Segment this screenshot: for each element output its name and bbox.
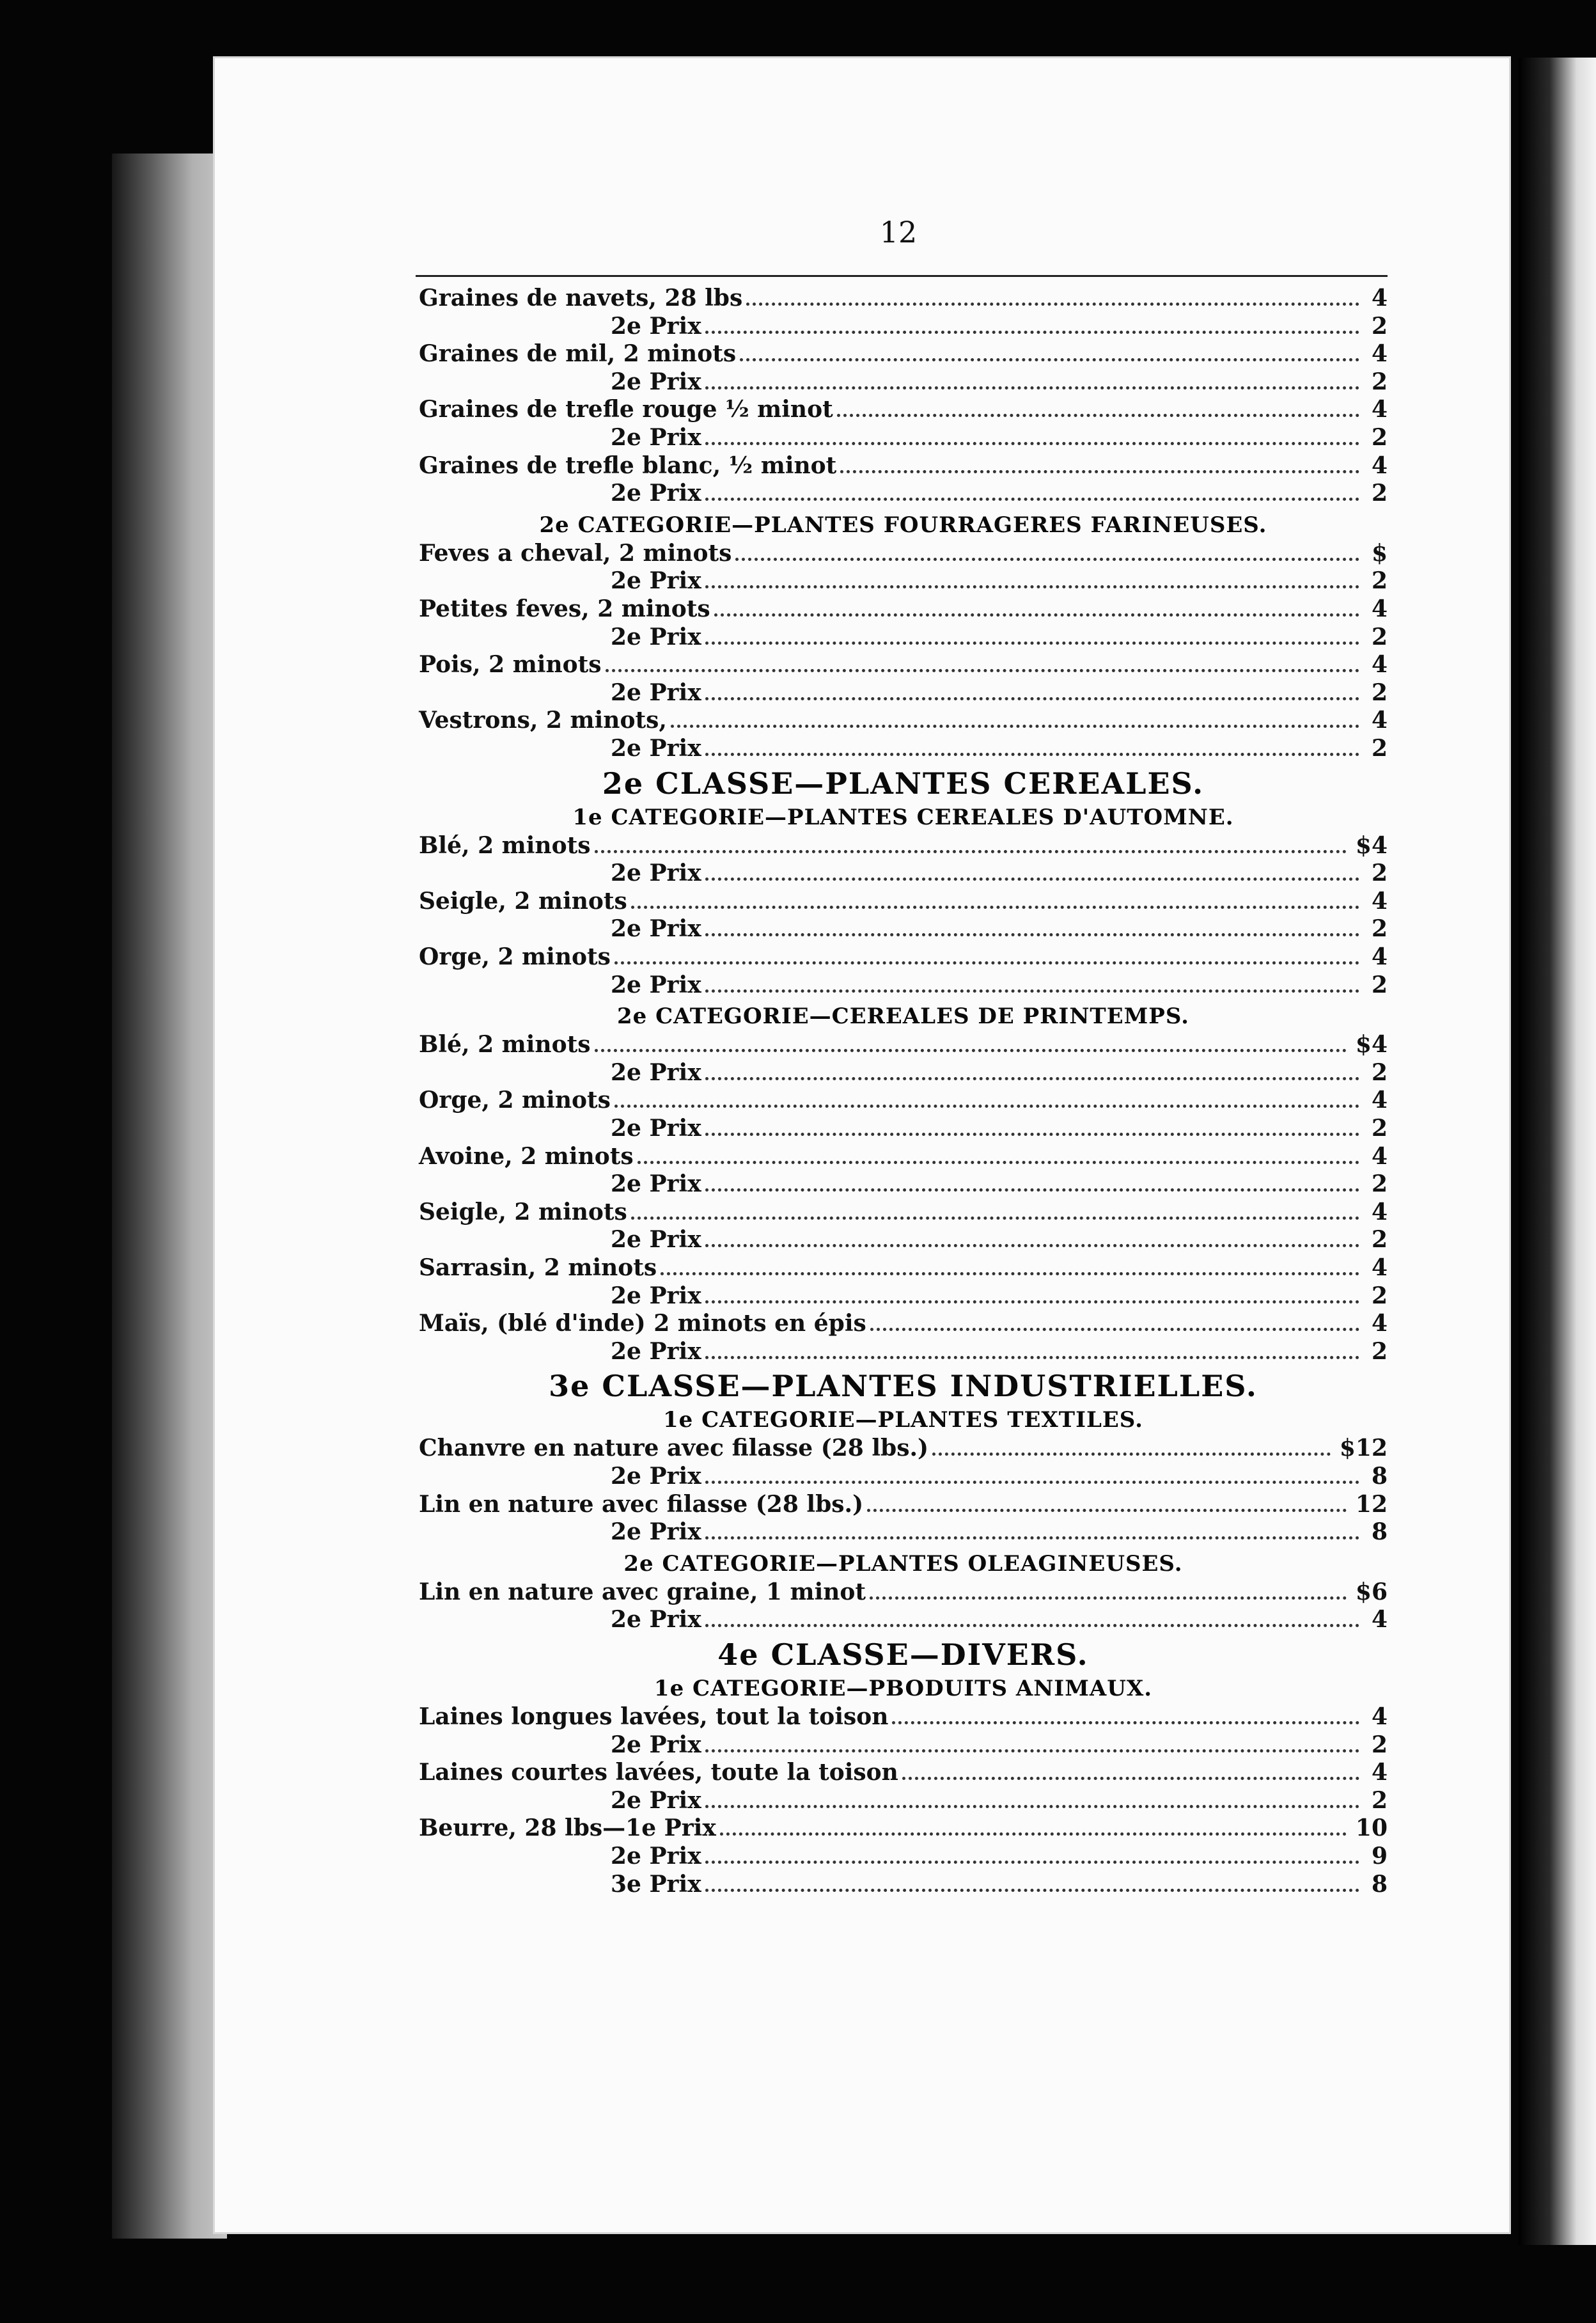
prize-amount: 2 [1371, 735, 1388, 762]
dot-leader [705, 1356, 1359, 1359]
prize-label: 2e Prix [611, 679, 701, 706]
dot-leader [705, 1077, 1359, 1080]
prize-amount: $4 [1355, 831, 1388, 859]
dot-leader [840, 470, 1359, 473]
prize-row [419, 1142, 1388, 1170]
dot-leader [837, 414, 1359, 417]
prize-label: Sarrasin, 2 minots [419, 1254, 657, 1281]
prize-label: Graines de trefle blanc, ½ minot [419, 452, 837, 479]
prize-row [419, 1758, 1388, 1786]
prize-row-secondary [419, 312, 1388, 340]
prize-row-secondary [419, 971, 1388, 999]
prize-label: Feves a cheval, 2 minots [419, 539, 732, 567]
prize-row-secondary [419, 1282, 1388, 1310]
prize-label: Maïs, (blé d'inde) 2 minots en épis [419, 1310, 866, 1337]
prize-label: 2e Prix [611, 1786, 701, 1814]
dot-leader [870, 1596, 1347, 1600]
prize-amount: 4 [1371, 285, 1388, 311]
prize-amount: 2 [1371, 1170, 1388, 1198]
prize-label: Pois, 2 minots [419, 651, 602, 679]
prize-amount: 4 [1371, 595, 1388, 622]
prize-label: 2e Prix [611, 1115, 701, 1142]
category-heading: 2e CATEGORIE—PLANTES FOURRAGERES FARINEUSES. [539, 512, 1267, 538]
dot-leader [705, 1300, 1359, 1303]
prize-row-secondary [419, 915, 1388, 943]
dot-leader [595, 850, 1347, 853]
prize-row-secondary [419, 1462, 1388, 1490]
category-heading: 1e CATEGORIE—PBODUITS ANIMAUX. [653, 1676, 1153, 1701]
prize-label: 2e Prix [611, 860, 701, 887]
prize-row [419, 1578, 1388, 1606]
prize-label: Seigle, 2 minots [419, 887, 627, 915]
prize-row-secondary [419, 368, 1388, 396]
prize-row-secondary [419, 1786, 1388, 1815]
prize-amount: $4 [1355, 1031, 1388, 1059]
dot-leader [892, 1721, 1359, 1724]
prize-label: Graines de trefle rouge ½ minot [419, 396, 833, 423]
dot-leader [902, 1777, 1359, 1780]
prize-row-secondary [419, 1605, 1388, 1634]
dot-leader [705, 1749, 1359, 1752]
prize-row-secondary [419, 1842, 1388, 1870]
prize-row-secondary [419, 423, 1388, 452]
prize-label: 2e Prix [611, 424, 701, 451]
prize-row [419, 284, 1388, 312]
category-heading: 2e CATEGORIE—CEREALES DE PRINTEMPS. [616, 1004, 1190, 1030]
prize-row-secondary [419, 1337, 1388, 1366]
prize-label: 2e Prix [611, 1059, 701, 1086]
prize-row [419, 706, 1388, 734]
dot-leader [714, 613, 1359, 617]
prize-label: Lin en nature avec filasse (28 lbs.) [419, 1490, 864, 1518]
prize-amount: 9 [1371, 1843, 1388, 1870]
prize-row-secondary [419, 1518, 1388, 1546]
dot-leader [720, 1832, 1347, 1836]
dot-leader [606, 669, 1359, 672]
prize-label: Chanvre en nature avec filasse (28 lbs.) [419, 1435, 929, 1462]
prize-row [419, 943, 1388, 971]
prize-row [419, 1198, 1388, 1226]
prize-label: 3e Prix [611, 1870, 701, 1898]
prize-row [419, 595, 1388, 623]
prize-amount: 4 [1371, 1254, 1388, 1281]
dot-leader [705, 585, 1359, 588]
dot-leader [705, 1133, 1359, 1136]
prize-row-secondary [419, 734, 1388, 762]
underlying-page-edge-right [1519, 58, 1596, 2245]
prize-row-secondary [419, 1870, 1388, 1898]
prize-row-secondary [419, 1225, 1388, 1254]
dot-leader [740, 358, 1359, 361]
prize-amount: 4 [1371, 1703, 1388, 1730]
prize-amount: 4 [1371, 651, 1388, 679]
prize-row-secondary [419, 1059, 1388, 1087]
prize-amount: 2 [1371, 312, 1388, 340]
dot-leader [705, 331, 1359, 334]
prize-row-secondary [419, 479, 1388, 507]
dot-leader [705, 386, 1359, 390]
prize-label: 2e Prix [611, 1731, 701, 1758]
prize-amount: 2 [1371, 1786, 1388, 1814]
prize-row [419, 1030, 1388, 1059]
prize-label: 2e Prix [611, 1518, 701, 1546]
prize-amount: $ [1371, 539, 1388, 567]
prize-amount: 2 [1371, 424, 1388, 451]
prize-amount: $12 [1339, 1435, 1388, 1462]
prize-row-secondary [419, 1170, 1388, 1198]
prize-row [419, 340, 1388, 368]
prize-row-secondary [419, 859, 1388, 887]
header-rule [416, 275, 1388, 277]
prize-amount: 2 [1371, 860, 1388, 887]
prize-label: 2e Prix [611, 480, 701, 507]
prize-row [419, 1490, 1388, 1518]
prize-row [419, 831, 1388, 860]
prize-amount: 12 [1355, 1490, 1388, 1518]
prize-label: Laines courtes lavées, toute la toison [419, 1759, 898, 1786]
prize-amount: 2 [1371, 1731, 1388, 1758]
prize-row [419, 452, 1388, 480]
dot-leader [870, 1328, 1359, 1331]
dot-leader [746, 303, 1359, 306]
prize-amount: $6 [1355, 1578, 1388, 1605]
prize-amount: 8 [1371, 1518, 1388, 1546]
class-heading: 2e CLASSE—PLANTES CEREALES. [602, 766, 1205, 801]
dot-leader [614, 961, 1359, 965]
prize-label: Graines de mil, 2 minots [419, 340, 737, 368]
prize-label: Lin en nature avec graine, 1 minot [419, 1578, 866, 1605]
dot-leader [595, 1049, 1347, 1052]
prize-label: Orge, 2 minots [419, 943, 611, 970]
dot-leader [705, 1889, 1359, 1892]
prize-label: 2e Prix [611, 1463, 701, 1490]
prize-label: Vestrons, 2 minots, [419, 707, 667, 734]
prize-amount: 2 [1371, 915, 1388, 943]
dot-leader [671, 725, 1359, 728]
prize-row-secondary [419, 1114, 1388, 1142]
dot-leader [705, 1244, 1359, 1247]
prize-amount: 2 [1371, 679, 1388, 706]
prize-label: Graines de navets, 28 lbs [419, 285, 743, 311]
dot-leader [705, 697, 1359, 700]
prize-amount: 4 [1371, 1606, 1388, 1634]
prize-amount: 2 [1371, 1226, 1388, 1254]
prize-label: Petites feves, 2 minots [419, 595, 710, 622]
prize-label: 2e Prix [611, 1843, 701, 1870]
dot-leader [705, 1805, 1359, 1808]
prize-amount: 2 [1371, 1337, 1388, 1365]
prize-label: 2e Prix [611, 312, 701, 340]
prize-amount: 4 [1371, 396, 1388, 423]
prize-label: 2e Prix [611, 567, 701, 595]
dot-leader [705, 1188, 1359, 1192]
prize-amount: 2 [1371, 368, 1388, 395]
class-heading: 3e CLASSE—PLANTES INDUSTRIELLES. [549, 1369, 1258, 1404]
prize-amount: 2 [1371, 623, 1388, 650]
prize-row [419, 887, 1388, 915]
dot-leader [867, 1509, 1347, 1512]
dot-leader [631, 1217, 1359, 1220]
dot-leader [638, 1161, 1359, 1164]
prize-row [419, 539, 1388, 567]
dot-leader [705, 1861, 1359, 1864]
category-heading: 2e CATEGORIE—PLANTES OLEAGINEUSES. [623, 1550, 1183, 1577]
prize-label: 2e Prix [611, 1282, 701, 1309]
page-number: 12 [879, 215, 918, 249]
dot-leader [705, 1481, 1359, 1484]
prize-label: 2e Prix [611, 368, 701, 395]
prize-row [419, 1814, 1388, 1842]
prize-label: Laines longues lavées, tout la toison [419, 1703, 889, 1730]
prize-label: Seigle, 2 minots [419, 1198, 627, 1225]
prize-label: Avoine, 2 minots [419, 1142, 634, 1170]
dot-leader [614, 1105, 1359, 1108]
dot-leader [705, 753, 1359, 756]
prize-row [419, 650, 1388, 679]
prize-amount: 2 [1371, 567, 1388, 595]
prize-label: Blé, 2 minots [419, 1031, 591, 1059]
prize-label: 2e Prix [611, 1170, 701, 1198]
prize-amount: 4 [1371, 943, 1388, 970]
prize-amount: 4 [1371, 1087, 1388, 1114]
prize-label: 2e Prix [611, 1606, 701, 1634]
prize-label: Beurre, 28 lbs—1e Prix [419, 1815, 716, 1842]
prize-amount: 10 [1355, 1815, 1388, 1842]
prize-amount: 4 [1371, 1310, 1388, 1337]
prize-row [419, 1434, 1388, 1462]
dot-leader [705, 989, 1359, 993]
prize-amount: 8 [1371, 1463, 1388, 1490]
underlying-page-edge-left [112, 154, 227, 2239]
prize-amount: 4 [1371, 1142, 1388, 1170]
prize-amount: 8 [1371, 1870, 1388, 1898]
prize-amount: 4 [1371, 340, 1388, 368]
prize-amount: 4 [1371, 707, 1388, 734]
category-heading: 1e CATEGORIE—PLANTES CEREALES D'AUTOMNE. [572, 804, 1234, 830]
prize-row [419, 1309, 1388, 1337]
prize-amount: 2 [1371, 971, 1388, 998]
prize-amount: 2 [1371, 1282, 1388, 1309]
prize-row [419, 1254, 1388, 1282]
prize-amount: 4 [1371, 452, 1388, 479]
prize-amount: 2 [1371, 480, 1388, 507]
dot-leader [735, 558, 1359, 561]
dot-leader [705, 642, 1359, 645]
dot-leader [705, 1624, 1359, 1627]
prize-label: Orge, 2 minots [419, 1087, 611, 1114]
dot-leader [705, 1536, 1359, 1539]
dot-leader [932, 1453, 1331, 1456]
prize-amount: 2 [1371, 1115, 1388, 1142]
prize-row-secondary [419, 1731, 1388, 1759]
prize-row [419, 1086, 1388, 1114]
class-heading: 4e CLASSE—DIVERS. [717, 1637, 1089, 1672]
prize-row-secondary [419, 623, 1388, 651]
dot-leader [705, 933, 1359, 936]
prize-label: 2e Prix [611, 971, 701, 998]
prize-row-secondary [419, 679, 1388, 707]
prize-amount: 4 [1371, 1759, 1388, 1786]
prize-label: Blé, 2 minots [419, 831, 591, 859]
prize-amount: 2 [1371, 1059, 1388, 1086]
prize-label: 2e Prix [611, 915, 701, 943]
dot-leader [705, 498, 1359, 501]
prize-amount: 4 [1371, 887, 1388, 915]
prize-row-secondary [419, 567, 1388, 595]
prize-label: 2e Prix [611, 1226, 701, 1254]
dot-leader [661, 1272, 1359, 1275]
prize-label: 2e Prix [611, 735, 701, 762]
prize-label: 2e Prix [611, 1337, 701, 1365]
prize-amount: 4 [1371, 1198, 1388, 1225]
dot-leader [705, 442, 1359, 445]
prize-label: 2e Prix [611, 623, 701, 650]
prize-row [419, 1703, 1388, 1731]
category-heading: 1e CATEGORIE—PLANTES TEXTILES. [663, 1407, 1143, 1433]
dot-leader [705, 878, 1359, 881]
prize-row [419, 395, 1388, 423]
dot-leader [631, 906, 1359, 909]
